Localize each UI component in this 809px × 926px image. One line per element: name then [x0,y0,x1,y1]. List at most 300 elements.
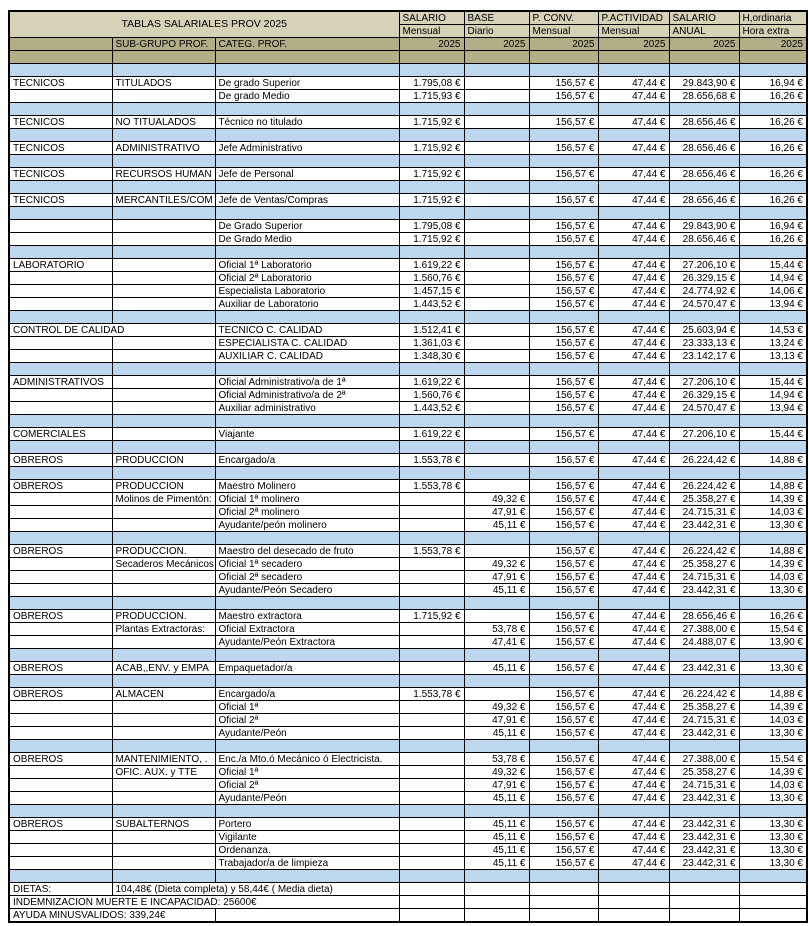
cell-subgroup [112,701,215,714]
cell-spacer [529,311,598,324]
cell-value: 47,44 € [598,545,669,558]
cell-category: Enc./a Mto.ó Mecánico ó Electricista. [215,753,399,766]
cell-value: 15,44 € [739,259,807,272]
cell-value [399,818,464,831]
cell-spacer [215,740,399,753]
cell-value [464,688,529,701]
cell-value: 47,44 € [598,454,669,467]
table-row [9,688,807,701]
cell-value: 23.442,31 € [669,662,739,675]
cell-spacer [9,597,112,610]
cell-value: 1.795,08 € [399,77,464,90]
cell-value: 13,13 € [739,350,807,363]
cell-spacer [399,64,464,77]
cell-subgroup: MANTENIMIENTO, . [112,753,215,766]
cell-spacer [215,441,399,454]
cell-spacer [399,740,464,753]
cell-value: 26.329,15 € [669,272,739,285]
table-row [9,389,807,402]
cell-value: 47,44 € [598,324,669,337]
cell-value: 15,44 € [739,428,807,441]
cell-value: 1.715,92 € [399,194,464,207]
cell-category: Oficial 1ª [215,766,399,779]
table-row [9,701,807,714]
cell-value: 16,26 € [739,194,807,207]
spacer-row [9,441,807,454]
cell-spacer [9,467,112,480]
cell-value: 28.656,46 € [669,142,739,155]
cell-value: 156,57 € [529,506,598,519]
cell-category: Auxiliar administrativo [215,402,399,415]
cell-value: 47,44 € [598,77,669,90]
cell-value: 14,03 € [739,714,807,727]
cell-category: De Grado Medio [215,233,399,246]
categ-header: CATEG. PROF. [215,38,399,51]
cell-spacer [399,805,464,818]
cell-value: 14,39 € [739,701,807,714]
cell-value [399,753,464,766]
cell-spacer [399,467,464,480]
cell-group: COMERCIALES [9,428,112,441]
cell-spacer [112,740,215,753]
cell-spacer [9,207,112,220]
cell-value: 47,44 € [598,402,669,415]
cell-value: 23.442,31 € [669,792,739,805]
cell-value [739,909,807,923]
cell-spacer [464,805,529,818]
cell-group: OBREROS [9,818,112,831]
cell-value: 47,44 € [598,350,669,363]
cell-spacer [399,207,464,220]
table-row [9,662,807,675]
empty-header-cell [112,51,215,64]
cell-category: De Grado Superior [215,220,399,233]
cell-value: 156,57 € [529,480,598,493]
cell-value: 156,57 € [529,766,598,779]
cell-value: 24.570,47 € [669,298,739,311]
cell-value [399,883,464,896]
cell-value: 14,94 € [739,389,807,402]
cell-value: 45,11 € [464,662,529,675]
cell-value [399,493,464,506]
cell-spacer [9,246,112,259]
cell-group [9,337,112,350]
col-header-salario-anual: SALARIO [669,11,739,25]
cell-category: Jefe de Personal [215,168,399,181]
table-row [9,194,807,207]
cell-value: 1.715,92 € [399,610,464,623]
cell-spacer [598,805,669,818]
spacer-row [9,467,807,480]
cell-group [9,779,112,792]
cell-value: 1.560,76 € [399,389,464,402]
cell-value: 1.715,92 € [399,168,464,181]
cell-value: 23.142,17 € [669,350,739,363]
cell-value: 47,44 € [598,688,669,701]
cell-category: Viajante [215,428,399,441]
cell-value: 13,30 € [739,727,807,740]
cell-value: 47,44 € [598,142,669,155]
cell-value [598,909,669,923]
cell-subgroup [112,337,215,350]
cell-spacer [464,207,529,220]
cell-value: 16,26 € [739,90,807,103]
cell-value: 47,44 € [598,493,669,506]
cell-subgroup [112,220,215,233]
cell-subgroup [112,298,215,311]
cell-spacer [399,675,464,688]
cell-spacer [529,532,598,545]
cell-value: 45,11 € [464,727,529,740]
cell-value [464,428,529,441]
cell-value: 23.442,31 € [669,727,739,740]
cell-spacer [112,129,215,142]
cell-value: 25.358,27 € [669,701,739,714]
spacer-row [9,532,807,545]
cell-group [9,298,112,311]
cell-value [464,324,529,337]
cell-value: 14,06 € [739,285,807,298]
cell-value: 47,44 € [598,623,669,636]
cell-value: 156,57 € [529,454,598,467]
cell-spacer [464,363,529,376]
cell-value: 47,44 € [598,779,669,792]
cell-spacer [215,363,399,376]
cell-spacer [215,181,399,194]
cell-value: 1.795,08 € [399,220,464,233]
cell-category: Trabajador/a de limpieza [215,857,399,870]
cell-value [598,883,669,896]
table-row [9,272,807,285]
cell-value: 14,88 € [739,545,807,558]
cell-spacer [669,155,739,168]
cell-spacer [529,649,598,662]
spacer-row [9,675,807,688]
cell-subgroup [112,779,215,792]
cell-value: 47,44 € [598,727,669,740]
table-row [9,77,807,90]
cell-category: Auxiliar de Laboratorio [215,298,399,311]
cell-spacer [9,311,112,324]
cell-category: Ayudante/Peón [215,727,399,740]
cell-spacer [464,415,529,428]
cell-value: 47,44 € [598,818,669,831]
cell-value: 156,57 € [529,545,598,558]
col-subheader-mensual: Mensual [399,25,464,38]
cell-group: OBREROS [9,480,112,493]
cell-value: 16,26 € [739,168,807,181]
cell-group: LABORATORIO [9,259,112,272]
cell-spacer [464,467,529,480]
spacer-row [9,207,807,220]
cell-value [399,727,464,740]
table-row [9,376,807,389]
cell-spacer [669,805,739,818]
cell-spacer [464,103,529,116]
cell-group [9,350,112,363]
cell-spacer [9,740,112,753]
cell-subgroup [112,857,215,870]
cell-spacer [598,740,669,753]
spacer-row [9,155,807,168]
cell-value: 1.619,22 € [399,376,464,389]
empty-header-cell [215,51,399,64]
cell-value [399,662,464,675]
cell-value: 47,44 € [598,571,669,584]
cell-value: 24.715,31 € [669,779,739,792]
table-row [9,506,807,519]
cell-value: 13,30 € [739,818,807,831]
cell-value: 24.488,07 € [669,636,739,649]
cell-value: 23.333,13 € [669,337,739,350]
cell-subgroup [112,636,215,649]
header-row-3 [9,38,807,51]
cell-value: 13,24 € [739,337,807,350]
cell-spacer [215,246,399,259]
cell-value: 156,57 € [529,168,598,181]
cell-category: Oficial 2ª molinero [215,506,399,519]
cell-value: 14,39 € [739,766,807,779]
cell-value: 47,44 € [598,584,669,597]
cell-spacer [598,181,669,194]
cell-category: Oficial 1ª molinero [215,493,399,506]
cell-group [9,402,112,415]
table-row [9,220,807,233]
cell-group [9,584,112,597]
cell-spacer [9,64,112,77]
cell-spacer [529,207,598,220]
cell-subgroup [112,389,215,402]
cell-spacer [9,441,112,454]
cell-spacer [739,597,807,610]
cell-category: Ordenanza. [215,844,399,857]
cell-value: 16,26 € [739,116,807,129]
cell-category: Oficial 1ª secadero [215,558,399,571]
cell-value: 1.715,92 € [399,233,464,246]
cell-value: 156,57 € [529,610,598,623]
table-row [9,844,807,857]
table-row [9,493,807,506]
cell-value: 47,44 € [598,714,669,727]
cell-spacer [739,207,807,220]
cell-category: Oficial 2ª Laboratorio [215,272,399,285]
cell-value [464,90,529,103]
cell-spacer [598,246,669,259]
cell-value [464,376,529,389]
cell-value [399,779,464,792]
cell-value: 28.656,46 € [669,116,739,129]
cell-value [464,259,529,272]
cell-category: Maestro extractora [215,610,399,623]
cell-category: Empaquetador/a [215,662,399,675]
cell-spacer [399,415,464,428]
spacer-row [9,246,807,259]
cell-group [9,506,112,519]
cell-subgroup: ACAB,,ENV. y EMPA [112,662,215,675]
cell-spacer [598,155,669,168]
cell-group: OBREROS [9,753,112,766]
cell-value [464,350,529,363]
table-row [9,233,807,246]
year-header: 2025 [399,38,464,51]
cell-value: 13,30 € [739,857,807,870]
spacer-row [9,129,807,142]
cell-value: 14,03 € [739,779,807,792]
cell-value: 156,57 € [529,727,598,740]
cell-value: 156,57 € [529,844,598,857]
cell-spacer [529,870,598,883]
cell-spacer [529,103,598,116]
cell-spacer [464,441,529,454]
cell-value: 49,32 € [464,558,529,571]
col-subheader-diario: Diario [464,25,529,38]
cell-spacer [399,181,464,194]
cell-value: 156,57 € [529,220,598,233]
cell-value: 45,11 € [464,792,529,805]
spacer-row [9,311,807,324]
cell-subgroup: OFIC. AUX. y TTE [112,766,215,779]
cell-spacer [529,129,598,142]
cell-value: 24.774,92 € [669,285,739,298]
cell-spacer [739,129,807,142]
indemnizacion-row [9,896,807,909]
cell-spacer [112,311,215,324]
cell-spacer [669,103,739,116]
cell-value: 49,32 € [464,701,529,714]
cell-value: 156,57 € [529,493,598,506]
cell-category: De grado Superior [215,77,399,90]
spacer-row [9,597,807,610]
cell-value: 45,11 € [464,818,529,831]
cell-value [399,571,464,584]
cell-subgroup [112,519,215,532]
cell-value: 28.656,46 € [669,168,739,181]
cell-spacer [9,870,112,883]
cell-value: 156,57 € [529,558,598,571]
cell-subgroup [112,831,215,844]
cell-spacer [669,649,739,662]
cell-subgroup: MERCANTILES/COM [112,194,215,207]
cell-spacer [112,64,215,77]
cell-spacer [112,441,215,454]
cell-value: 156,57 € [529,662,598,675]
cell-value: 47,44 € [598,428,669,441]
cell-spacer [669,129,739,142]
cell-spacer [215,467,399,480]
cell-spacer [669,467,739,480]
cell-category: Ayudante/Peón [215,792,399,805]
cell-value: 45,11 € [464,584,529,597]
cell-spacer [464,870,529,883]
cell-value: 1.443,52 € [399,402,464,415]
cell-value: 156,57 € [529,831,598,844]
cell-category: Maestro Molinero [215,480,399,493]
cell-category: Oficial Administrativo/a de 2ª [215,389,399,402]
cell-spacer [215,64,399,77]
cell-spacer [215,155,399,168]
cell-group: TECNICOS [9,142,112,155]
cell-value: 24.715,31 € [669,571,739,584]
cell-group: OBREROS [9,610,112,623]
table-row [9,857,807,870]
cell-value [464,77,529,90]
cell-spacer [529,415,598,428]
cell-spacer [598,597,669,610]
cell-value: 23.442,31 € [669,519,739,532]
cell-spacer [464,129,529,142]
cell-subgroup [112,272,215,285]
table-row [9,792,807,805]
spacer-row [9,870,807,883]
cell-category: AUXILIAR C. CALIDAD [215,350,399,363]
table-row [9,324,807,337]
col-header-pconv: P. CONV. [529,11,598,25]
cell-value: 47,44 € [598,337,669,350]
cell-value: 16,26 € [739,610,807,623]
cell-spacer [215,532,399,545]
cell-spacer [464,246,529,259]
cell-value [464,883,529,896]
cell-spacer [112,363,215,376]
cell-value: 47,44 € [598,376,669,389]
cell-spacer [9,181,112,194]
cell-value [669,896,739,909]
cell-value: 28.656,46 € [669,610,739,623]
cell-spacer [739,155,807,168]
year-header: 2025 [529,38,598,51]
cell-value: 47,44 € [598,701,669,714]
cell-spacer [529,64,598,77]
cell-spacer [464,532,529,545]
cell-value [464,220,529,233]
cell-subgroup [112,792,215,805]
cell-value [669,909,739,923]
ayuda-text: AYUDA MINUSVALIDOS: 339,24€ [9,909,215,923]
cell-subgroup: Molinos de Pimentón: [112,493,215,506]
cell-category: Jefe Administrativo [215,142,399,155]
cell-value: 47,44 € [598,558,669,571]
cell-spacer [669,311,739,324]
cell-spacer [215,311,399,324]
cell-spacer [598,870,669,883]
cell-value: 16,26 € [739,142,807,155]
cell-spacer [464,64,529,77]
cell-value: 23.442,31 € [669,831,739,844]
cell-value: 23.442,31 € [669,818,739,831]
table-row [9,259,807,272]
cell-value [399,584,464,597]
cell-spacer [598,64,669,77]
cell-value: 47,44 € [598,753,669,766]
cell-subgroup: PRODUCCION. [112,610,215,623]
cell-group [9,571,112,584]
cell-value [399,519,464,532]
cell-value: 13,30 € [739,792,807,805]
cell-value [399,766,464,779]
cell-spacer [112,246,215,259]
cell-subgroup [112,714,215,727]
cell-spacer [399,129,464,142]
cell-spacer [529,597,598,610]
table-row [9,623,807,636]
cell-subgroup [112,233,215,246]
cell-value: 25.603,94 € [669,324,739,337]
cell-spacer [739,740,807,753]
cell-value: 13,90 € [739,636,807,649]
cell-spacer [399,246,464,259]
cell-value [399,857,464,870]
cell-value [464,298,529,311]
